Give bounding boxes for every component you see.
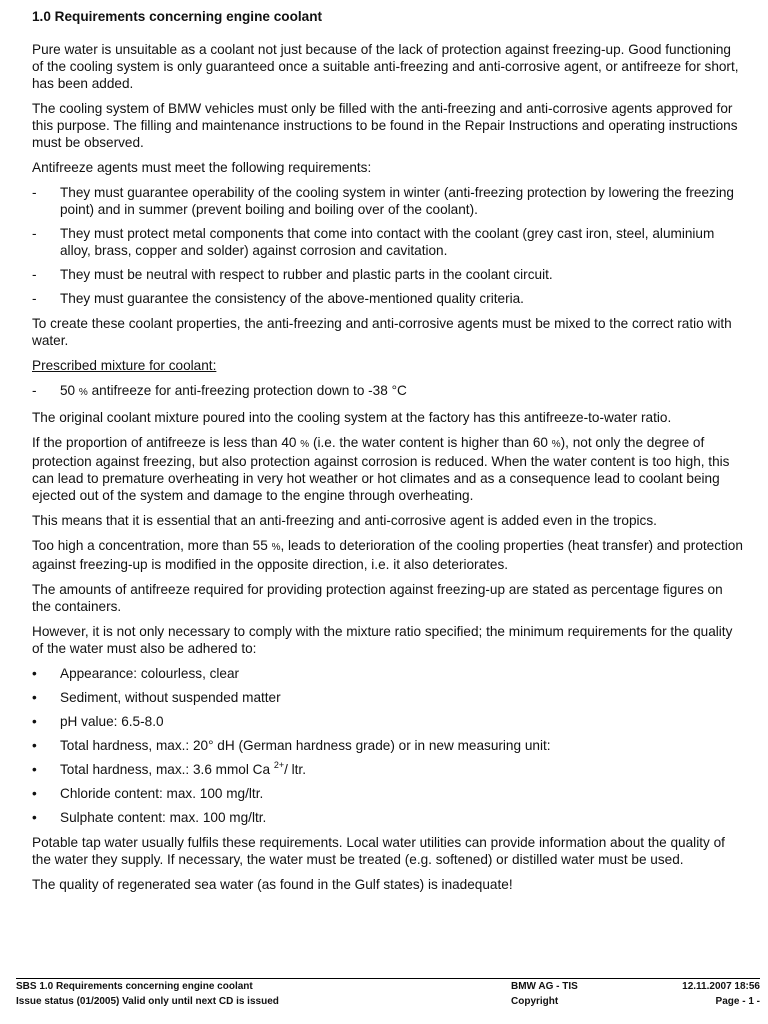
list-item: • Total hardness, max.: 20° dH (German hardness grade) or in new measuring unit: bbox=[32, 738, 551, 753]
bullet-marker: • bbox=[32, 666, 37, 681]
list-item: - 50 % antifreeze for anti-freezing protection down to -38 °C bbox=[32, 383, 407, 398]
proportion-paragraph: If the proportion of antifreeze is less than 40 % (i.e. the water content is higher than 60 %), not only the degree of protection against freezing, but also protection against corrosion is reduced. When the water content is too high, this can lead to premature overheating in very hot weather or hot climates and as a consequence lead to coolant being ejected out of the system and damage to the engine through overheating. bbox=[32, 435, 730, 503]
footer-publisher: BMW AG - TIS bbox=[511, 981, 578, 992]
bullet-marker: • bbox=[32, 786, 37, 801]
bullet-marker: • bbox=[32, 714, 37, 729]
dash-marker: - bbox=[32, 267, 37, 282]
list-item: - They must protect metal components that come into contact with the coolant (grey cast iron, steel, aluminium alloy, brass, copper and solder) against corrosion and cavitation. bbox=[32, 226, 715, 258]
list-item: • Sulphate content: max. 100 mg/ltr. bbox=[32, 810, 267, 825]
footer-row-2 bbox=[16, 994, 760, 1009]
dash-marker: - bbox=[32, 185, 37, 200]
list-item: • Total hardness, max.: 3.6 mmol Ca $^{2+}$/ ltr. bbox=[32, 760, 306, 777]
tap-water-paragraph: Potable tap water usually fulfils these requirements. Local water utilities can provide information about the quality of the water they supply. If necessary, the water must be treated (e.g. softened) or distilled water must be used. bbox=[32, 835, 725, 867]
ratio-paragraph: To create these coolant properties, the anti-freezing and anti-corrosive agents must be mixed to the correct ratio with water. bbox=[32, 316, 732, 348]
intro-paragraph-2: The cooling system of BMW vehicles must only be filled with the anti-freezing and anti-corrosive agents approved for this purpose. The filling and maintenance instructions to be found in the Repair Instructions and operating instructions must be observed. bbox=[32, 101, 738, 150]
footer-page-number: Page - 1 - bbox=[715, 996, 760, 1007]
sea-water-paragraph: The quality of regenerated sea water (as found in the Gulf states) is inadequate! bbox=[32, 877, 513, 892]
tropics-paragraph: This means that it is essential that an anti-freezing and anti-corrosive agent is added even in the tropics. bbox=[32, 513, 657, 528]
footer-document-title: SBS 1.0 Requirements concerning engine coolant bbox=[16, 981, 253, 992]
requirements-lead: Antifreeze agents must meet the following requirements: bbox=[32, 160, 372, 175]
quality-paragraph: However, it is not only necessary to comply with the mixture ratio specified; the minimum requirements for the quality of the water must also be adhered to: bbox=[32, 624, 733, 656]
water-quality-list bbox=[32, 665, 744, 826]
factory-paragraph: The original coolant mixture poured into the cooling system at the factory has this antifreeze-to-water ratio. bbox=[32, 410, 672, 425]
dash-marker: - bbox=[32, 383, 37, 398]
page-footer bbox=[16, 978, 760, 1009]
document-body bbox=[32, 8, 744, 901]
list-item: • Appearance: colourless, clear bbox=[32, 666, 240, 681]
requirements-list bbox=[32, 184, 744, 307]
footer-copyright: Copyright bbox=[511, 996, 559, 1007]
list-item: • Sediment, without suspended matter bbox=[32, 690, 281, 705]
footer-issue-status: Issue status (01/2005) Valid only until next CD is issued bbox=[16, 996, 279, 1007]
dash-marker: - bbox=[32, 291, 37, 306]
document-title: 1.0 Requirements concerning engine coolant bbox=[32, 9, 323, 24]
list-item: - They must be neutral with respect to rubber and plastic parts in the coolant circuit. bbox=[32, 267, 553, 282]
dash-marker: - bbox=[32, 226, 37, 241]
bullet-marker: • bbox=[32, 762, 37, 777]
list-item: - They must guarantee the consistency of the above-mentioned quality criteria. bbox=[32, 291, 524, 306]
footer-timestamp: 12.11.2007 18:56 bbox=[682, 981, 760, 992]
bullet-marker: • bbox=[32, 738, 37, 753]
bullet-marker: • bbox=[32, 690, 37, 705]
concentration-paragraph: Too high a concentration, more than 55 %, leads to deterioration of the cooling properties (heat transfer) and protection against freezing-up is modified in the opposite direction, i.e. it also deteriorates. bbox=[32, 538, 743, 572]
footer-row-1 bbox=[16, 979, 760, 994]
amounts-paragraph: The amounts of antifreeze required for providing protection against freezing-up are stated as percentage figures on the containers. bbox=[32, 582, 723, 614]
mixture-heading: Prescribed mixture for coolant: bbox=[32, 358, 217, 373]
bullet-marker: • bbox=[32, 810, 37, 825]
intro-paragraph-1: Pure water is unsuitable as a coolant not just because of the lack of protection against freezing-up. Good functioning of the cooling system is only guaranteed once a suitable anti-freezing and anti-corrosive agent, or antifreeze for short, has been added. bbox=[32, 42, 739, 91]
mixture-list bbox=[32, 382, 744, 401]
list-item: • pH value: 6.5-8.0 bbox=[32, 714, 164, 729]
list-item: • Chloride content: max. 100 mg/ltr. bbox=[32, 786, 264, 801]
list-item: - They must guarantee operability of the cooling system in winter (anti-freezing protection by lowering the freezing point) and in summer (prevent boiling and boiling over of the coolant). bbox=[32, 185, 734, 217]
